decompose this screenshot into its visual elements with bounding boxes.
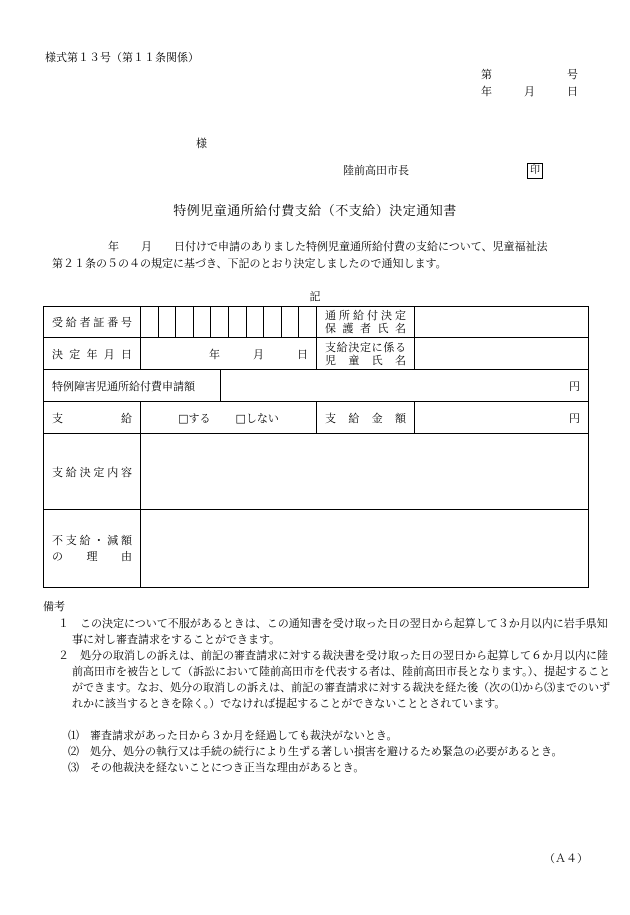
table-row — [44, 510, 589, 588]
number-suffix: 号 — [567, 68, 578, 81]
note-2: ２ 処分の取消しの訴えは、前記の審査請求に対する裁決書を受け取った日の翌日から起算して６か月以内に陸前高田市を被告として（訴訟において陸前高田市を代表する者は、陸前高田市長となります。）、提起することができます。なお、処分の取消しの訴えは、前記の審査請求に対する裁決を経た後（次の⑴から⑶までのいずれかに該当するときを除く。）でなければ提起することができないこととされています。 — [58, 649, 611, 710]
guardian-name-label: 通所給付決定 保護者氏名 — [317, 307, 415, 338]
intro-paragraph — [52, 238, 592, 272]
claim-amount-field[interactable]: 円 — [221, 370, 589, 402]
form-number: 様式第１３号（第１１条関係） — [45, 51, 199, 64]
decision-content-label: 支給決定内容 — [44, 434, 141, 510]
decision-date-field[interactable]: 年 月 日 — [141, 338, 317, 370]
intro-line-1: 年 月 日付けで申請のありました特例児童通所給付費の支給について、児童福祉法 — [108, 240, 548, 253]
decision-content-field[interactable] — [141, 434, 589, 510]
date-day: 日 — [567, 85, 578, 98]
issuer-name: 陸前高田市長 — [343, 164, 409, 177]
payment-no-checkbox[interactable]: □しない — [235, 411, 279, 425]
guardian-name-field[interactable] — [415, 307, 589, 338]
recipient-id-label: 受給者証番号 — [44, 307, 141, 338]
table-row — [44, 370, 589, 402]
number-prefix: 第 — [481, 68, 492, 81]
recipient-id-boxes[interactable] — [141, 307, 317, 338]
payment-label: 支給 — [44, 402, 141, 434]
payment-amount-field[interactable]: 円 — [415, 402, 589, 434]
note-2-item-3: ⑶ その他裁決を経ないことにつき正当な理由があるとき。 — [68, 761, 365, 774]
note-1: １ この決定について不服があるときは、この通知書を受け取った日の翌日から起算して３か月以内に岩手県知事に対し審査請求をすることができます。 — [58, 617, 608, 646]
decision-table — [43, 306, 589, 588]
table-row — [44, 434, 589, 510]
claim-amount-label: 特例障害児通所給付費申請額 — [44, 370, 221, 402]
reason-label: 不支給・減額 の理由 — [44, 510, 141, 588]
note-2-item-1: ⑴ 審査請求があった日から３か月を経過しても裁決がないとき。 — [68, 729, 398, 742]
paper-size-label: （Ａ４） — [544, 852, 588, 865]
decision-date-label: 決定年月日 — [44, 338, 141, 370]
payment-yes-checkbox[interactable]: □する — [178, 411, 211, 425]
reason-field[interactable] — [141, 510, 589, 588]
ki-heading: 記 — [309, 290, 321, 303]
child-name-label: 支給決定に係る 児童氏名 — [317, 338, 415, 370]
intro-line-2: 第２１条の５の４の規定に基づき、下記のとおり決定しましたので通知します。 — [52, 257, 447, 270]
recipient-honorific: 様 — [196, 137, 207, 150]
table-row — [44, 307, 589, 338]
document-date-line — [481, 86, 578, 97]
child-name-field[interactable] — [415, 338, 589, 370]
date-year: 年 — [481, 85, 492, 98]
seal-mark: 印 — [527, 163, 543, 179]
notes-heading: 備考 — [43, 600, 65, 613]
table-row — [44, 402, 589, 434]
table-row — [44, 338, 589, 370]
document-title: 特例児童通所給付費支給（不支給）決定通知書 — [173, 204, 457, 219]
document-number-line — [481, 69, 578, 80]
payment-amount-label: 支給金額 — [317, 402, 415, 434]
date-month: 月 — [524, 85, 535, 98]
payment-choice — [141, 402, 317, 434]
note-2-item-2: ⑵ 処分、処分の執行又は手続の続行により生ずる著しい損害を避けるため緊急の必要があるとき。 — [68, 745, 563, 758]
